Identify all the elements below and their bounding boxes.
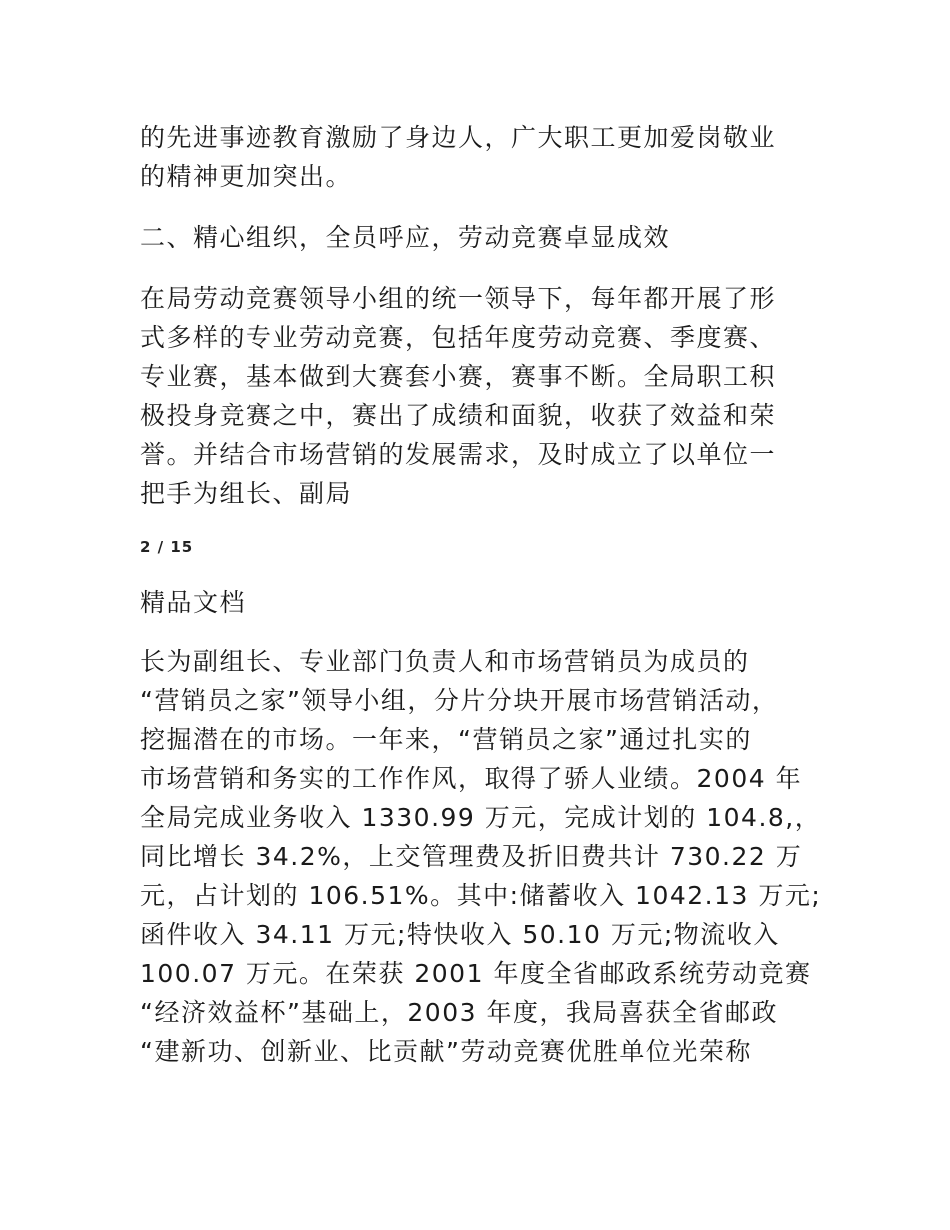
document-label: 精品文档: [140, 588, 247, 617]
text-line: 的精神更加突出。: [140, 162, 353, 191]
section-heading-two: [140, 218, 820, 257]
text-line: “建新功、创新业、比贡献”劳动竞赛优胜单位光荣称: [140, 1037, 752, 1066]
text-line: 元，占计划的 106.51%。其中:储蓄收入 1042.13 万元;: [140, 881, 822, 910]
paragraph-advanced-deeds: [140, 118, 820, 196]
text-line: 极投身竞赛之中，赛出了成绩和面貌，收获了效益和荣: [140, 401, 777, 430]
page-number: 2 / 15: [140, 538, 194, 556]
text-line: 誉。并结合市场营销的发展需求，及时成立了以单位一: [140, 440, 777, 469]
paragraph-marketing-results: [140, 642, 820, 1071]
text-line: “经济效益杯”基础上，2003 年度，我局喜获全省邮政: [140, 998, 778, 1027]
heading-text: 二、精心组织，全员呼应，劳动竞赛卓显成效: [140, 223, 671, 252]
text-line: 同比增长 34.2%，上交管理费及折旧费共计 730.22 万: [140, 842, 803, 871]
text-line: 函件收入 34.11 万元;特快收入 50.10 万元;物流收入: [140, 920, 780, 949]
text-line: 的先进事迹教育激励了身边人，广大职工更加爱岗敬业: [140, 123, 777, 152]
text-line: 在局劳动竞赛领导小组的统一领导下，每年都开展了形: [140, 284, 777, 313]
text-line: 长为副组长、专业部门负责人和市场营销员为成员的: [140, 647, 750, 676]
text-line: 全局完成业务收入 1330.99 万元，完成计划的 104.8,，: [140, 803, 822, 832]
paragraph-labor-competition: [140, 279, 820, 513]
text-line: “营销员之家”领导小组，分片分块开展市场营销活动，: [140, 686, 779, 715]
text-line: 专业赛，基本做到大赛套小赛，赛事不断。全局职工积: [140, 362, 777, 391]
text-line: 市场营销和务实的工作作风，取得了骄人业绩。2004 年: [140, 764, 803, 793]
text-line: 挖掘潜在的市场。一年来，“营销员之家”通过扎实的: [140, 725, 752, 754]
text-line: 100.07 万元。在荣获 2001 年度全省邮政系统劳动竞赛: [140, 959, 812, 988]
text-line: 把手为组长、副局: [140, 479, 353, 508]
text-line: 式多样的专业劳动竞赛，包括年度劳动竞赛、季度赛、: [140, 323, 777, 352]
